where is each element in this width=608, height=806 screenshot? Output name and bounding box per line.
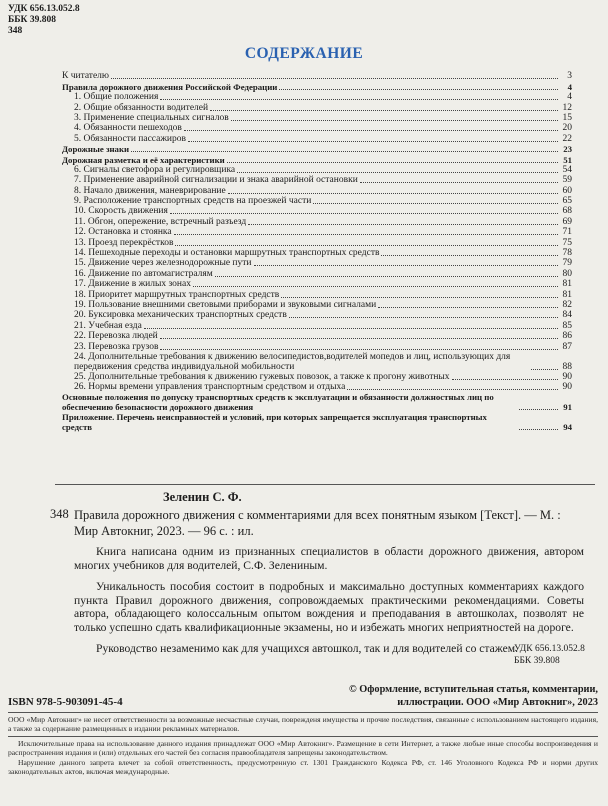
- annotation-paragraph: Уникальность пособия состоит в подробных и максимально доступных комментариях каждого пункта Правил дорожного движения, сопровождаемых практическими рекомендациями. Советы автора, обладающего колоссальным опытом вождения и преподавания в автошколах, позволят не только успешно сдать квалификационные экзамены, но и избежать многих неприятностей на дороге.: [74, 580, 584, 634]
- toc-entry-title: 3. Применение специальных сигналов: [74, 112, 229, 123]
- toc-entry-page: 81: [562, 279, 572, 290]
- toc-entry-title: 12. Остановка и стоянка: [74, 227, 172, 238]
- toc-entry-page: 22: [562, 133, 572, 144]
- toc-leader-dots: [519, 409, 558, 410]
- toc-entry: [62, 372, 572, 382]
- toc-leader-dots: [111, 78, 558, 79]
- toc-entry: [62, 279, 572, 289]
- divider: [8, 736, 598, 737]
- toc-entry: [62, 341, 572, 351]
- legal-rights: [8, 739, 598, 777]
- toc-entry-title: 7. Применение аварийной сигнализации и знака аварийной остановки: [74, 175, 358, 186]
- toc-entry-title: 18. Приоритет маршрутных транспортных средств: [74, 289, 280, 300]
- toc-leader-dots: [313, 203, 558, 204]
- toc-entry-title: 4. Обязанности пешеходов: [74, 123, 182, 134]
- toc-entry-title: Правила дорожного движения Российской Федерации: [62, 81, 278, 92]
- toc-entry: [62, 300, 572, 310]
- toc-leader-dots: [227, 162, 558, 163]
- page-title: СОДЕРЖАНИЕ: [244, 45, 364, 62]
- copyright: © Оформление, вступительная статья, комментарии, иллюстрации. ООО «Мир Автокниг», 2023: [349, 684, 598, 708]
- toc-entry-page: 82: [562, 299, 572, 310]
- toc-entry: [62, 237, 572, 247]
- header-udk: УДК 656.13.052.8: [8, 4, 80, 14]
- toc-entry: [62, 258, 572, 268]
- footer-udk: УДК 656.13.052.8: [514, 644, 585, 654]
- toc-leader-dots: [144, 328, 558, 329]
- header-code: 348: [8, 26, 23, 36]
- toc-entry: [62, 185, 572, 195]
- toc-entry-title: 13. Проезд перекрёстков: [74, 237, 174, 248]
- toc-entry: [62, 92, 572, 102]
- toc-entry-page: 87: [562, 341, 572, 352]
- toc-entry: [62, 382, 572, 392]
- toc-entry-page: 4: [567, 92, 572, 103]
- toc-leader-dots: [160, 99, 558, 100]
- toc-entry-title: 9. Расположение транспортных средств на проезжей части: [74, 196, 312, 207]
- toc-entry-page: 94: [563, 422, 572, 433]
- toc-leader-dots: [193, 286, 558, 287]
- toc-entry: [62, 352, 572, 372]
- toc-leader-dots: [131, 151, 558, 152]
- toc-entry: [62, 102, 572, 112]
- toc-entry: [62, 248, 572, 258]
- toc-entry-title: 20. Буксировка механических транспортных средств: [74, 310, 287, 321]
- toc-entry-page: 90: [562, 371, 572, 382]
- toc-entry: [62, 206, 572, 216]
- toc-entry-title: 23. Перевозка грузов: [74, 341, 159, 352]
- header-bbk: ББК 39.808: [8, 15, 56, 25]
- toc-entry-page: 54: [562, 164, 572, 175]
- toc-entry: [62, 392, 572, 412]
- toc-entry: [62, 144, 572, 154]
- toc-entry-page: 90: [562, 382, 572, 393]
- toc-entry-page: 4: [567, 81, 572, 92]
- toc-entry: [62, 310, 572, 320]
- toc-leader-dots: [519, 429, 558, 430]
- toc-leader-dots: [170, 213, 558, 214]
- toc-leader-dots: [188, 141, 558, 142]
- toc-leader-dots: [531, 369, 558, 370]
- toc-entry-title: 1. Общие положения: [74, 92, 159, 103]
- toc-entry-page: 23: [563, 144, 572, 155]
- toc-entry-page: 81: [562, 289, 572, 300]
- toc-entry: [62, 289, 572, 299]
- toc-leader-dots: [347, 389, 558, 390]
- toc-entry: [62, 113, 572, 123]
- toc-entry-page: 88: [562, 361, 572, 372]
- bib-entry: Правила дорожного движения с комментариями для всех понятным языком [Текст]. — М. : Мир Автокниг, 2023. — 96 с. : ил.: [74, 508, 561, 538]
- toc-entry: [62, 165, 572, 175]
- table-of-contents: [62, 71, 572, 432]
- footer-codes: [514, 643, 585, 667]
- toc-leader-dots: [231, 120, 558, 121]
- toc-entry-page: 51: [563, 154, 572, 165]
- toc-entry-page: 3: [567, 71, 572, 82]
- toc-entry-page: 15: [562, 112, 572, 123]
- toc-entry-title: 6. Сигналы светофора и регулировщика: [74, 164, 236, 175]
- toc-entry: [62, 71, 572, 81]
- toc-entry-page: 60: [562, 185, 572, 196]
- toc-entry-title: 24. Дополнительные требования к движению велосипедистов,водителей мопедов и лиц, использующих для передвижения средства индивидуальной мобильности: [74, 351, 511, 372]
- toc-entry-title: 17. Движение в жилых зонах: [74, 279, 191, 290]
- toc-entry-title: 19. Пользование внешними световыми приборами и звуковыми сигналами: [74, 299, 377, 310]
- toc-entry-title: 5. Обязанности пассажиров: [74, 133, 186, 144]
- toc-entry: [62, 133, 572, 143]
- toc-entry-title: 10. Скорость движения: [74, 206, 168, 217]
- toc-entry-page: 75: [562, 237, 572, 248]
- toc-entry-page: 86: [562, 331, 572, 342]
- toc-entry-page: 80: [562, 268, 572, 279]
- toc-entry-page: 59: [562, 175, 572, 186]
- toc-leader-dots: [210, 110, 558, 111]
- toc-entry-title: 25. Дополнительные требования к движению гужевых повозок, а также к прогону животных: [74, 371, 450, 382]
- toc-entry-page: 68: [562, 206, 572, 217]
- toc-entry-title: 11. Обгон, опережение, встречный разъезд: [74, 216, 247, 227]
- annotation: [74, 545, 584, 664]
- toc-leader-dots: [254, 265, 559, 266]
- toc-entry-page: 12: [562, 102, 572, 113]
- toc-entry-page: 91: [563, 402, 572, 413]
- toc-entry-title: Основные положения по допуску транспортных средств к эксплуатации и обязанности должностных лиц по обеспечению безопасности дорожного движения: [62, 392, 494, 413]
- toc-entry: [62, 154, 572, 164]
- toc-entry-page: 65: [562, 196, 572, 207]
- legal-paragraph: Нарушение данного запрета влечет за собой ответственность, предусмотренную ст. 1301 Гражданского Кодекса РФ, ст. 146 Уголовного Кодекса РФ и норми других законодательных актов, включая международные.: [8, 757, 598, 777]
- toc-entry: [62, 216, 572, 226]
- toc-leader-dots: [184, 130, 558, 131]
- toc-entry-page: 79: [562, 258, 572, 269]
- toc-entry: [62, 227, 572, 237]
- toc-leader-dots: [237, 172, 558, 173]
- toc-entry: [62, 123, 572, 133]
- toc-leader-dots: [378, 307, 558, 308]
- toc-leader-dots: [228, 193, 558, 194]
- toc-entry: [62, 331, 572, 341]
- toc-entry-page: 20: [562, 123, 572, 134]
- toc-entry-page: 71: [562, 227, 572, 238]
- toc-leader-dots: [175, 245, 558, 246]
- toc-leader-dots: [174, 234, 558, 235]
- toc-entry: [62, 196, 572, 206]
- legal-paragraph: Исключительные права на использование данного издания принадлежат ООО «Мир Автокниг». Размещение в сети Интернет, а также любые иные способы воспроизведения и распространения издания и (или) отдельных его частей без согласия правообладателя запрещены законодательством.: [8, 739, 598, 758]
- toc-leader-dots: [215, 276, 558, 277]
- toc-leader-dots: [160, 338, 558, 339]
- toc-entry-title: Дорожные знаки: [62, 144, 130, 155]
- toc-entry-page: 78: [562, 248, 572, 259]
- toc-entry-title: К читателю: [62, 71, 110, 82]
- toc-leader-dots: [248, 224, 558, 225]
- divider: [55, 484, 595, 485]
- toc-entry-title: 26. Нормы времени управления транспортным средством и отдыха: [74, 382, 346, 393]
- toc-entry: [62, 320, 572, 330]
- bib-code: 348: [50, 507, 69, 521]
- annotation-paragraph: Книга написана одним из признанных специалистов в области дорожного движения, автором многих учебников для водителей, С.Ф. Зелениным.: [74, 545, 584, 572]
- toc-entry: [62, 81, 572, 91]
- toc-leader-dots: [289, 317, 558, 318]
- footer-bbk: ББК 39.808: [514, 656, 560, 666]
- toc-leader-dots: [381, 255, 558, 256]
- isbn: ISBN 978-5-903091-45-4: [8, 696, 123, 708]
- toc-entry: [62, 268, 572, 278]
- toc-entry-page: 69: [562, 216, 572, 227]
- toc-entry-title: 21. Учебная езда: [74, 320, 142, 331]
- toc-entry: [62, 412, 572, 432]
- toc-leader-dots: [452, 379, 558, 380]
- toc-leader-dots: [160, 349, 558, 350]
- toc-entry-page: 85: [562, 320, 572, 331]
- toc-leader-dots: [360, 182, 558, 183]
- toc-entry-title: 22. Перевозка людей: [74, 331, 158, 342]
- toc-entry-title: 16. Движение по автомагистралям: [74, 268, 213, 279]
- toc-leader-dots: [279, 89, 558, 90]
- annotation-paragraph: Руководство незаменимо как для учащихся автошкол, так и для водителей со стажем.: [96, 642, 519, 655]
- legal-disclaimer: ООО «Мир Автокниг» не несет ответственности за возможные несчастные случаи, поврежденя имущества и прочие последствия, связанные с использованием настоящего издания, а также за содержание размещенных в издании рекламных материалов.: [8, 715, 598, 734]
- toc-entry-title: 14. Пешеходные переходы и остановки маршрутных транспортных средств: [74, 248, 380, 259]
- toc-entry: [62, 175, 572, 185]
- toc-entry-title: 2. Общие обязанности водителей: [74, 102, 209, 113]
- toc-entry-title: Приложение. Перечень неисправностей и условий, при которых запрещается эксплуатация транспортных средств: [62, 412, 487, 433]
- toc-entry-title: 15. Движение через железнодорожные пути: [74, 258, 252, 269]
- toc-leader-dots: [281, 297, 558, 298]
- bib-author: Зеленин С. Ф.: [163, 490, 242, 504]
- toc-entry-page: 84: [562, 310, 572, 321]
- divider: [8, 712, 598, 713]
- toc-entry-title: Дорожная разметка и её характеристики: [62, 154, 225, 165]
- toc-entry-title: 8. Начало движения, маневрирование: [74, 185, 226, 196]
